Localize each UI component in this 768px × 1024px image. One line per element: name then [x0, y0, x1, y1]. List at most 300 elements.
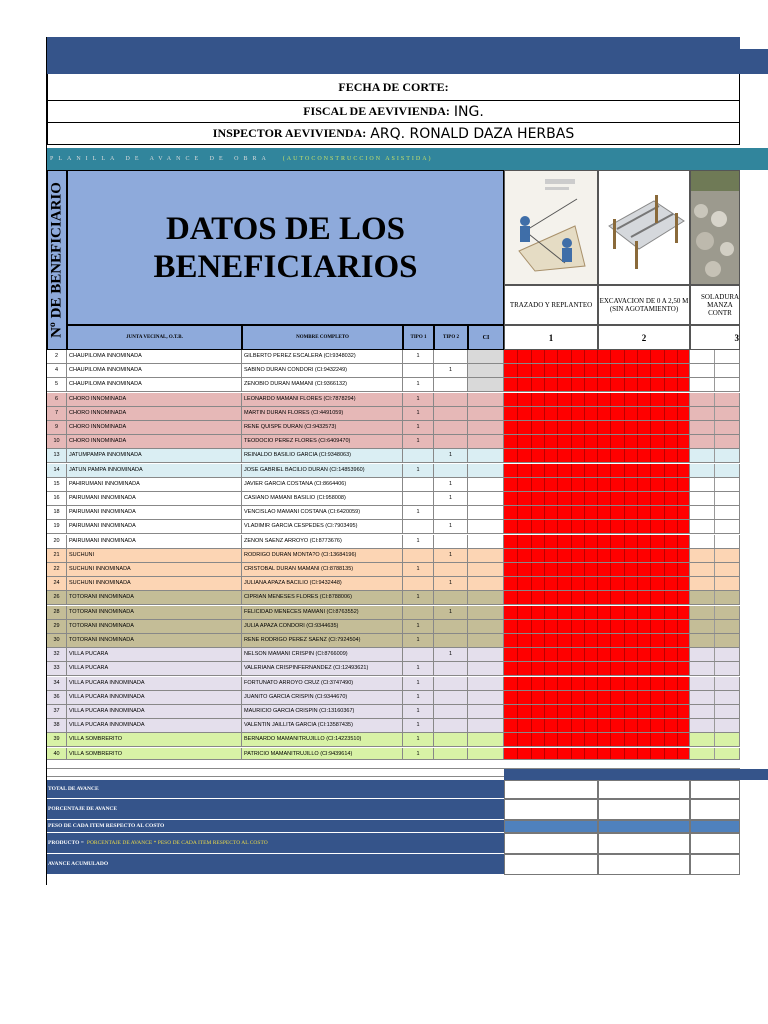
progress-cells — [504, 506, 690, 520]
cell-t2: 1 — [434, 606, 468, 620]
table-row — [47, 492, 740, 506]
cell-t1 — [403, 492, 434, 506]
activity-3-cells — [690, 648, 740, 662]
cell-junta: SUCHUNI INNOMINADA — [67, 577, 242, 591]
progress-cells — [504, 733, 690, 747]
cell-n: 32 — [47, 648, 67, 662]
cell-nombre: CRISTOBAL DURAN MAMANI (CI:8788135) — [242, 563, 403, 577]
progress-cells — [504, 464, 690, 478]
table-row — [47, 393, 740, 407]
activity-3-cells — [690, 350, 740, 364]
cell-t1: 1 — [403, 691, 434, 705]
progress-cells — [504, 563, 690, 577]
progress-cells — [504, 648, 690, 662]
activity-3-cells — [690, 634, 740, 648]
cell-nombre: LEONARDO MAMANI FLORES (CI:7878294) — [242, 393, 403, 407]
activity-3-cells — [690, 577, 740, 591]
cell-junta: VILLA PUCARA — [67, 662, 242, 676]
summary-cell — [504, 799, 598, 820]
progress-cells — [504, 393, 690, 407]
cell-nombre: ZENOBIO DURAN MAMANI (CI:9366132) — [242, 378, 403, 392]
cell-junta: CHAUPILOMA INNOMINADA — [67, 350, 242, 364]
cell-nombre: VLADIMIR GARCIA CESPEDES (CI:7903495) — [242, 520, 403, 534]
cell-t2 — [434, 535, 468, 549]
col-nombre-header: NOMBRE COMPLETO — [242, 325, 403, 350]
cell-junta: CHORO INNOMINADA — [67, 421, 242, 435]
activity-3-cells — [690, 506, 740, 520]
progress-cells — [504, 662, 690, 676]
activity-3-cells — [690, 364, 740, 378]
summary-cell — [690, 833, 740, 854]
cell-nombre: VALERIANA CRISPINFERNANDEZ (CI:12493621) — [242, 662, 403, 676]
cell-t2: 1 — [434, 520, 468, 534]
activity-3-name: SOLADURA MANZA CONTR — [690, 285, 740, 325]
activity-2-number: 2 — [598, 325, 690, 350]
cell-ci — [468, 492, 504, 506]
cell-nombre: RENE QUISPE DURAN (CI:9432573) — [242, 421, 403, 435]
cell-junta: JATUMPAMPA INNOMINADA — [67, 449, 242, 463]
activity-3-cells — [690, 733, 740, 747]
activity-3-number: 3 — [690, 325, 740, 350]
activity-3-cells — [690, 606, 740, 620]
cell-ci — [468, 478, 504, 492]
activity-3-cells — [690, 549, 740, 563]
cell-ci — [468, 393, 504, 407]
progress-cells — [504, 719, 690, 733]
cell-n: 34 — [47, 677, 67, 691]
cell-nombre: VALENTIN JAILLITA GARCIA (CI:13587435) — [242, 719, 403, 733]
cell-t1: 1 — [403, 421, 434, 435]
cell-t2: 1 — [434, 549, 468, 563]
cell-t1: 1 — [403, 407, 434, 421]
cell-nombre: VENCISLAO MAMANI COSTANA (CI:6420059) — [242, 506, 403, 520]
cell-n: 14 — [47, 464, 67, 478]
cell-t1: 1 — [403, 733, 434, 747]
cell-t2 — [434, 506, 468, 520]
title-line-2: BENEFICIARIOS — [153, 248, 418, 285]
cell-nombre: CIPRIAN MENESES FLORES (CI:8788006) — [242, 591, 403, 605]
beneficiary-number-label: Nº DE BENEFICIARIO — [48, 182, 65, 338]
table-row — [47, 719, 740, 733]
cell-t1: 1 — [403, 350, 434, 364]
cell-ci — [468, 563, 504, 577]
avance-acumulado-row: AVANCE ACUMULADO — [47, 854, 504, 875]
cell-nombre: GILBERTO PEREZ ESCALERA (CI:9348032) — [242, 350, 403, 364]
table-row — [47, 620, 740, 634]
cell-t1: 1 — [403, 662, 434, 676]
progress-cells — [504, 407, 690, 421]
soladura-illustration — [691, 171, 739, 284]
cell-t1 — [403, 549, 434, 563]
cell-n: 36 — [47, 691, 67, 705]
cell-n: 19 — [47, 520, 67, 534]
table-row — [47, 648, 740, 662]
summary-cell — [690, 780, 740, 799]
progress-cells — [504, 350, 690, 364]
table-row — [47, 705, 740, 719]
progress-cells — [504, 549, 690, 563]
progress-cells — [504, 606, 690, 620]
cell-nombre: RODRIGO DURAN MONTA?O (CI:13684196) — [242, 549, 403, 563]
table-row — [47, 364, 740, 378]
activity-3-cells — [690, 435, 740, 449]
cell-ci — [468, 577, 504, 591]
cell-nombre: ZENON SAENZ ARROYO (CI:8773676) — [242, 535, 403, 549]
cell-ci — [468, 634, 504, 648]
cell-nombre: NELSON MAMANI CRISPIN (CI:8766009) — [242, 648, 403, 662]
title-line-1: DATOS DE LOS — [165, 210, 405, 247]
peso-item-row: PESO DE CADA ITEM RESPECTO AL COSTO — [47, 820, 504, 833]
activity-1-name: TRAZADO Y REPLANTEO — [504, 285, 598, 325]
cell-nombre: RENE RODRIGO PEREZ SAENZ (CI:7924504) — [242, 634, 403, 648]
cell-ci — [468, 464, 504, 478]
summary-cell — [598, 820, 690, 833]
cell-ci — [468, 364, 504, 378]
cell-junta: VILLA PUCARA INNOMINADA — [67, 691, 242, 705]
cell-junta: VILLA PUCARA INNOMINADA — [67, 719, 242, 733]
summary-cell — [690, 854, 740, 875]
progress-cells — [504, 677, 690, 691]
cell-junta: VILLA SOMBRERITO — [67, 748, 242, 762]
cell-n: 15 — [47, 478, 67, 492]
cell-ci — [468, 549, 504, 563]
summary-cell — [598, 833, 690, 854]
planilla-title: PLANILLA DE AVANCE DE OBRA — [50, 156, 271, 162]
cell-t2 — [434, 705, 468, 719]
progress-cells — [504, 478, 690, 492]
cell-t1: 1 — [403, 677, 434, 691]
cell-t1: 1 — [403, 435, 434, 449]
cell-n: 30 — [47, 634, 67, 648]
cell-nombre: JULIANA APAZA BACILIO (CI:9432448) — [242, 577, 403, 591]
cell-junta: CHORO INNOMINADA — [67, 407, 242, 421]
cell-junta: PAIRUMANI INNOMINADA — [67, 506, 242, 520]
table-row — [47, 464, 740, 478]
cell-ci — [468, 378, 504, 392]
table-row — [47, 634, 740, 648]
cell-ci — [468, 421, 504, 435]
activity-3-cells — [690, 535, 740, 549]
cell-nombre: MARTIN DURAN FLORES (CI:4491059) — [242, 407, 403, 421]
cell-ci — [468, 591, 504, 605]
table-row — [47, 662, 740, 676]
progress-cells — [504, 378, 690, 392]
activity-3-cells — [690, 705, 740, 719]
cell-t2 — [434, 393, 468, 407]
cell-junta: PAIRUMANI INNOMINADA — [67, 535, 242, 549]
cell-t2 — [434, 435, 468, 449]
activity-3-cells — [690, 520, 740, 534]
cell-junta: TOTORANI INNOMINADA — [67, 606, 242, 620]
cell-n: 10 — [47, 435, 67, 449]
total-avance-row: TOTAL DE AVANCE — [47, 780, 504, 799]
progress-cells — [504, 535, 690, 549]
cell-t2: 1 — [434, 364, 468, 378]
activity-1-image — [504, 170, 598, 285]
cell-t2 — [434, 620, 468, 634]
inspector-value: ARQ. RONALD DAZA HERBAS — [370, 125, 575, 142]
cell-ci — [468, 435, 504, 449]
progress-cells — [504, 492, 690, 506]
activity-3-cells — [690, 620, 740, 634]
cell-n: 9 — [47, 421, 67, 435]
cell-n: 33 — [47, 662, 67, 676]
summary-cell — [504, 820, 598, 833]
cell-n: 38 — [47, 719, 67, 733]
summary-cell — [504, 854, 598, 875]
cell-t2 — [434, 733, 468, 747]
cell-ci — [468, 620, 504, 634]
cell-nombre: PATRICIO MAMANITRUJILLO (CI:9439614) — [242, 748, 403, 762]
cell-t2: 1 — [434, 449, 468, 463]
cell-t2 — [434, 378, 468, 392]
cell-n: 24 — [47, 577, 67, 591]
cell-junta: SUCHUNI — [67, 549, 242, 563]
table-row — [47, 421, 740, 435]
porcentaje-avance-row: PORCENTAJE DE AVANCE — [47, 799, 504, 820]
cell-t2 — [434, 350, 468, 364]
cell-n: 20 — [47, 535, 67, 549]
cell-n: 5 — [47, 378, 67, 392]
cell-junta: CHAUPILOMA INNOMINADA — [67, 378, 242, 392]
activity-3-cells — [690, 492, 740, 506]
cell-t1 — [403, 577, 434, 591]
cell-junta: JATUN PAMPA INNOMINADA — [67, 464, 242, 478]
cell-t1: 1 — [403, 393, 434, 407]
activity-3-cells — [690, 378, 740, 392]
cell-junta: SUCHUNI INNOMINADA — [67, 563, 242, 577]
cell-n: 28 — [47, 606, 67, 620]
table-row — [47, 606, 740, 620]
activity-3-cells — [690, 478, 740, 492]
col-tipo1-header: TIPO 1 — [403, 325, 434, 350]
cell-t1: 1 — [403, 563, 434, 577]
col-junta-header: JUNTA VECINAL, O.T.B. — [67, 325, 242, 350]
cell-nombre: JOSE GABRIEL BACILIO DURAN (CI:14853960) — [242, 464, 403, 478]
table-row — [47, 478, 740, 492]
cell-ci — [468, 691, 504, 705]
table-end-band — [504, 769, 768, 780]
cell-t2 — [434, 591, 468, 605]
cell-t1 — [403, 606, 434, 620]
cell-n: 40 — [47, 748, 67, 762]
cell-junta: PAHIRUMANI INNOMINADA — [67, 478, 242, 492]
summary-cell — [598, 799, 690, 820]
activity-3-cells — [690, 393, 740, 407]
table-end-strip — [47, 759, 740, 769]
cell-junta: VILLA PUCARA INNOMINADA — [67, 705, 242, 719]
summary-cell — [598, 780, 690, 799]
table-row — [47, 506, 740, 520]
cell-ci — [468, 648, 504, 662]
cell-n: 13 — [47, 449, 67, 463]
progress-cells — [504, 421, 690, 435]
activity-2-name: EXCAVACION DE 0 A 2,50 M (SIN AGOTAMIENTO) — [598, 285, 690, 325]
cell-t1: 1 — [403, 506, 434, 520]
top-band-extension — [740, 49, 768, 74]
table-row — [47, 350, 740, 364]
cell-n: 18 — [47, 506, 67, 520]
cell-n: 7 — [47, 407, 67, 421]
cell-n: 22 — [47, 563, 67, 577]
cell-t1 — [403, 648, 434, 662]
cell-nombre: REINALDO BASILIO GARCIA (CI:9348063) — [242, 449, 403, 463]
activity-3-image — [690, 170, 740, 285]
cell-t1: 1 — [403, 719, 434, 733]
cell-ci — [468, 606, 504, 620]
cell-nombre: BERNARDO MAMANITRUJILLO (CI:14223510) — [242, 733, 403, 747]
cell-ci — [468, 449, 504, 463]
activity-2-image — [598, 170, 690, 285]
cell-ci — [468, 719, 504, 733]
cell-n: 16 — [47, 492, 67, 506]
cell-t1 — [403, 478, 434, 492]
table-row — [47, 563, 740, 577]
cell-n: 6 — [47, 393, 67, 407]
inspector-label: INSPECTOR AEVIVIENDA: — [212, 126, 367, 140]
cell-junta: VILLA PUCARA INNOMINADA — [67, 677, 242, 691]
activity-3-cells — [690, 677, 740, 691]
summary-cell — [598, 854, 690, 875]
cell-t2: 1 — [434, 492, 468, 506]
producto-formula: PORCENTAJE DE AVANCE * PESO DE CADA ITEM RESPECTO AL COSTO — [86, 840, 268, 846]
activity-3-cells — [690, 691, 740, 705]
cell-t1 — [403, 364, 434, 378]
cell-t2: 1 — [434, 478, 468, 492]
cell-ci — [468, 733, 504, 747]
table-row — [47, 435, 740, 449]
progress-cells — [504, 520, 690, 534]
cell-n: 21 — [47, 549, 67, 563]
table-row — [47, 407, 740, 421]
summary-cell — [690, 799, 740, 820]
planilla-subtitle: (AUTOCONSTRUCCION ASISTIDA) — [282, 156, 433, 162]
summary-cell — [504, 833, 598, 854]
cell-junta: CHORO INNOMINADA — [67, 393, 242, 407]
cell-t1: 1 — [403, 535, 434, 549]
cell-ci — [468, 535, 504, 549]
cell-n: 2 — [47, 350, 67, 364]
activity-3-cells — [690, 719, 740, 733]
cell-ci — [468, 705, 504, 719]
cell-ci — [468, 677, 504, 691]
progress-cells — [504, 435, 690, 449]
cell-nombre: JULIA APAZA CONDORI (CI:9344635) — [242, 620, 403, 634]
cell-n: 39 — [47, 733, 67, 747]
cell-nombre: MAURICIO GARCIA CRISPIN (CI:13160367) — [242, 705, 403, 719]
cell-ci — [468, 407, 504, 421]
cell-junta: CHAUPILOMA INNOMINADA — [67, 364, 242, 378]
summary-cell — [504, 780, 598, 799]
fiscal-value: ING. — [453, 103, 484, 120]
cell-t2 — [434, 421, 468, 435]
table-row — [47, 591, 740, 605]
cell-nombre: JAVIER GARCIA COSTANA (CI:8664406) — [242, 478, 403, 492]
table-row — [47, 378, 740, 392]
cell-t2 — [434, 634, 468, 648]
cell-t2 — [434, 662, 468, 676]
activity-3-cells — [690, 563, 740, 577]
activity-3-cells — [690, 407, 740, 421]
cell-junta: TOTORANI INNOMINADA — [67, 634, 242, 648]
cell-n: 4 — [47, 364, 67, 378]
cell-t1: 1 — [403, 705, 434, 719]
beneficiaries-title — [67, 170, 504, 325]
progress-cells — [504, 449, 690, 463]
cell-junta: VILLA PUCARA — [67, 648, 242, 662]
cell-nombre: FELICIDAD MENECES MAMANI (CI:8763552) — [242, 606, 403, 620]
producto-row: PRODUCTO = PORCENTAJE DE AVANCE * PESO DE CADA ITEM RESPECTO AL COSTO — [47, 833, 504, 854]
cell-nombre: FORTUNATO ARROYO CRUZ (CI:3747490) — [242, 677, 403, 691]
col-ci-header: CI — [468, 325, 504, 350]
activity-3-cells — [690, 464, 740, 478]
top-band — [47, 37, 740, 74]
cell-t2: 1 — [434, 577, 468, 591]
cell-junta: VILLA SOMBRERITO — [67, 733, 242, 747]
table-row — [47, 677, 740, 691]
fecha-corte-row — [47, 74, 740, 101]
progress-cells — [504, 364, 690, 378]
cell-nombre: SABINO DURAN CONDORI (CI:9432249) — [242, 364, 403, 378]
planilla-banner — [47, 148, 768, 170]
cell-ci — [468, 520, 504, 534]
fiscal-label: FISCAL DE AEVIVIENDA: — [303, 104, 450, 118]
activity-3-cells — [690, 662, 740, 676]
progress-cells — [504, 634, 690, 648]
cell-ci — [468, 662, 504, 676]
beneficiary-number-header — [47, 170, 67, 350]
table-row — [47, 520, 740, 534]
cell-nombre: CASIANO MAMANI BASILIO (CI:958008) — [242, 492, 403, 506]
cell-junta: TOTORANI INNOMINADA — [67, 620, 242, 634]
summary-cell — [690, 820, 740, 833]
inspector-row — [47, 123, 740, 145]
table-row — [47, 549, 740, 563]
activity-3-cells — [690, 449, 740, 463]
cell-t1: 1 — [403, 748, 434, 762]
activity-1-number: 1 — [504, 325, 598, 350]
cell-n: 29 — [47, 620, 67, 634]
cell-t2: 1 — [434, 648, 468, 662]
progress-cells — [504, 620, 690, 634]
cell-t1 — [403, 520, 434, 534]
activity-3-cells — [690, 591, 740, 605]
cell-t2 — [434, 691, 468, 705]
cell-nombre: JUANITO GARCIA CRISPIN (CI:9344670) — [242, 691, 403, 705]
cell-n: 37 — [47, 705, 67, 719]
cell-t2 — [434, 563, 468, 577]
activity-3-cells — [690, 421, 740, 435]
cell-t1: 1 — [403, 620, 434, 634]
table-row — [47, 535, 740, 549]
cell-n: 26 — [47, 591, 67, 605]
cell-t1: 1 — [403, 591, 434, 605]
cell-t2 — [434, 677, 468, 691]
fecha-corte-label: FECHA DE CORTE: — [338, 79, 449, 94]
cell-ci — [468, 506, 504, 520]
table-row — [47, 691, 740, 705]
excavacion-illustration — [599, 171, 689, 284]
progress-cells — [504, 591, 690, 605]
cell-t1 — [403, 449, 434, 463]
progress-cells — [504, 577, 690, 591]
table-row — [47, 733, 740, 747]
cell-t1: 1 — [403, 378, 434, 392]
cell-junta: PAIRUMANI INNOMINADA — [67, 520, 242, 534]
cell-ci — [468, 350, 504, 364]
trazado-illustration — [505, 171, 597, 284]
cell-t1: 1 — [403, 634, 434, 648]
